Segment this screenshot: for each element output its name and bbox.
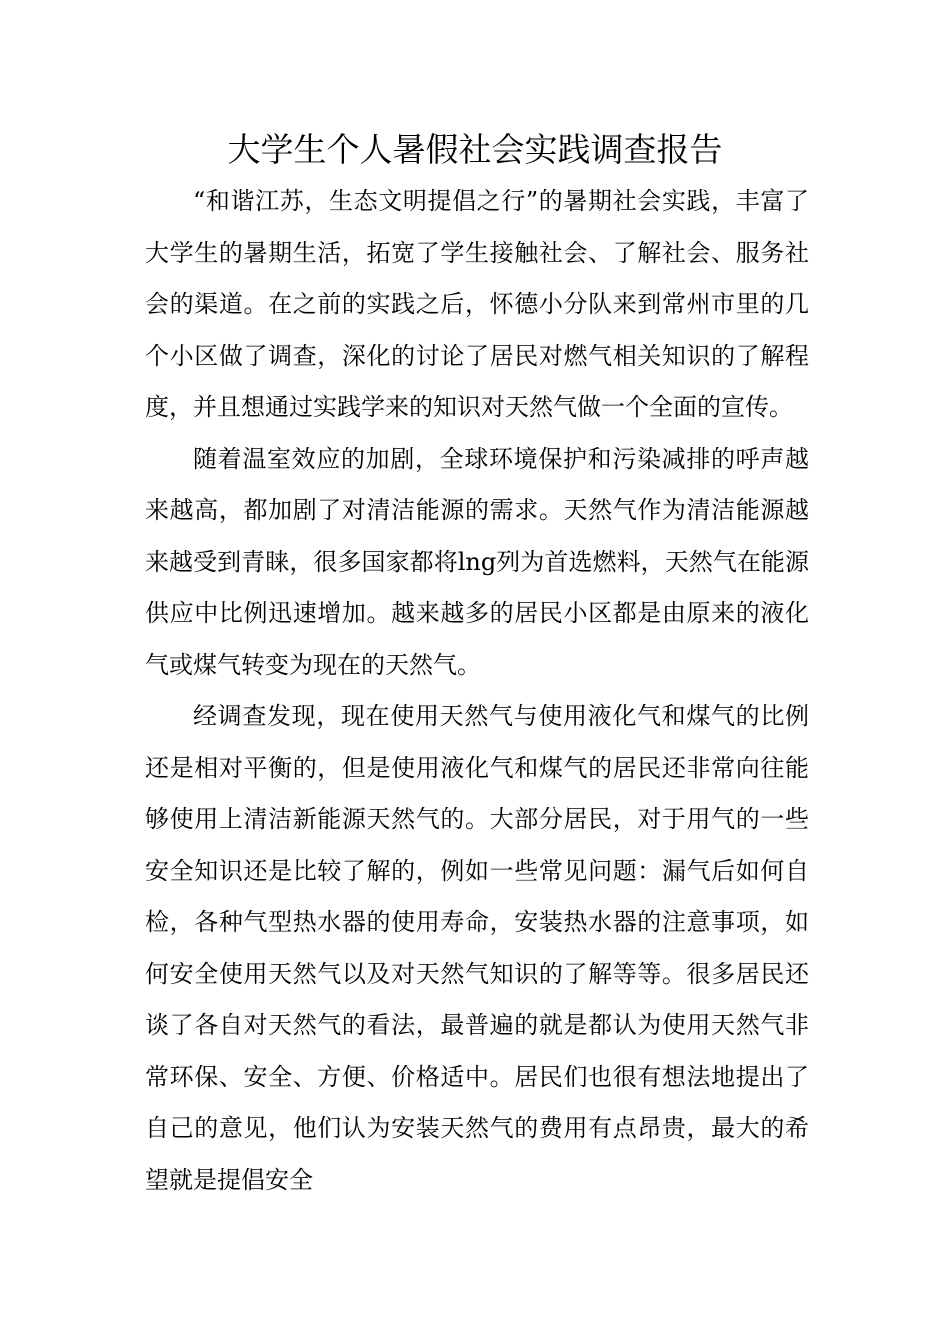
paragraph-2: 随着温室效应的加剧，全球环境保护和污染减排的呼声越来越高，都加剧了对清洁能源的需求。天然气作为清洁能源越来越受到青睐，很多国家都将lng列为首选燃料，天然气在能源供应中比例迅速增加。越来越多的居民小区都是由原来的液化气或煤气转变为现在的天然气。 xyxy=(145,444,809,679)
document-title: 大学生个人暑假社会实践调查报告 xyxy=(227,130,723,169)
paragraph-3: 经调查发现，现在使用天然气与使用液化气和煤气的比例还是相对平衡的，但是使用液化气和煤气的居民还非常向往能够使用上清洁新能源天然气的。大部分居民，对于用气的一些安全知识还是比较了解的，例如一些常见问题：漏气后如何自检，各种气型热水器的使用寿命，安装热水器的注意事项，如何安全使用天然气以及对天然气知识的了解等等。很多居民还谈了各自对天然气的看法，最普遍的就是都认为使用天然气非常环保、安全、方便、价格适中。居民们也很有想法地提出了自己的意见，他们认为安装天然气的费用有点昂贵，最大的希望就是提倡安全 xyxy=(145,702,809,1194)
document-body xyxy=(145,176,809,1206)
paragraph-1: “和谐江苏，生态文明提倡之行”的暑期社会实践，丰富了大学生的暑期生活，拓宽了学生接触社会、了解社会、服务社会的渠道。在之前的实践之后，怀德小分队来到常州市里的几个小区做了调查，深化的讨论了居民对燃气相关知识的了解程度，并且想通过实践学来的知识对天然气做一个全面的宣传。 xyxy=(145,187,809,421)
